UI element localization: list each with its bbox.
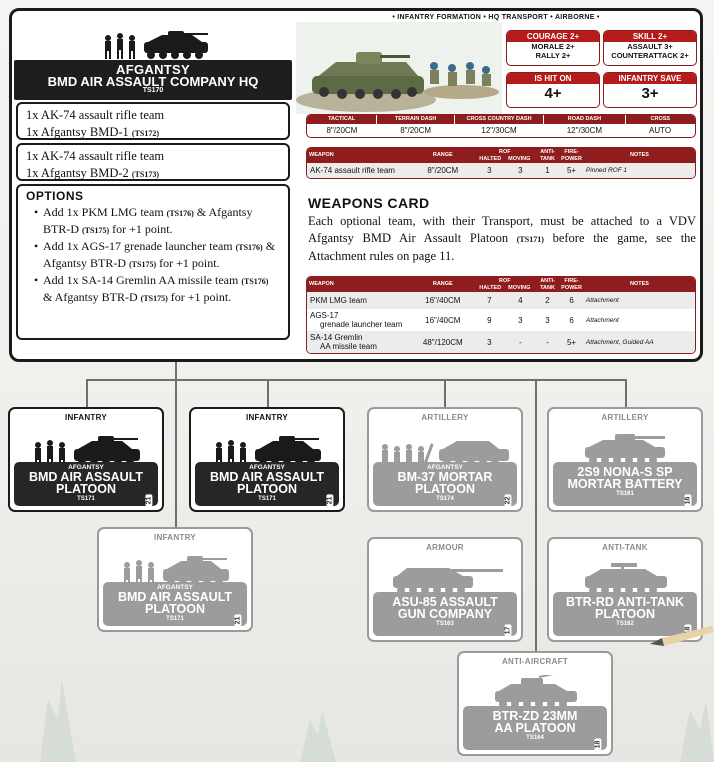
- options-box: [16, 184, 290, 340]
- unit-name-line: ASU-85 ASSAULT: [392, 595, 498, 609]
- weapon-rof-moving: 4: [505, 292, 536, 309]
- unit-type: ARTILLERY: [601, 413, 649, 422]
- connector-line: [175, 379, 177, 527]
- unit-code: TS171: [258, 496, 276, 502]
- weapon-name: SA-14 Gremlin AA missile team: [307, 331, 412, 353]
- team-line: 1x AK-74 assault rifle team: [26, 108, 165, 122]
- infantry-save-rating: [603, 72, 697, 108]
- is-hit-on-label: IS HIT ON: [507, 73, 599, 84]
- weapon-name: AK-74 assault rifle team: [307, 163, 412, 178]
- anti-aircraft-silhouette-icon: [491, 675, 583, 709]
- unit-type: ANTI-TANK: [602, 543, 648, 552]
- pencil-icon: [648, 624, 714, 650]
- page-number: 17: [504, 626, 512, 635]
- page-number: 21: [145, 496, 153, 505]
- movement-header: TACTICAL: [307, 115, 377, 124]
- movement-value: 12"/30CM: [566, 125, 603, 135]
- page-number: 16: [684, 496, 692, 505]
- weapon-rof-halted: 3: [474, 163, 505, 178]
- movement-value: 8"/20CM: [400, 125, 432, 135]
- is-hit-on-value: 4+: [544, 85, 562, 102]
- unit-code: TS164: [526, 735, 544, 741]
- anti-tank-silhouette-icon: [581, 561, 673, 595]
- weapons-table: [306, 147, 696, 179]
- unit-photo: [296, 22, 502, 114]
- movement-value: 12"/30CM: [481, 125, 517, 135]
- sp-mortar-silhouette-icon: [581, 431, 671, 465]
- connector-line: [175, 362, 177, 380]
- rally-value: RALLY 2+: [535, 51, 571, 60]
- weapon-range: 8"/20CM: [412, 163, 474, 178]
- formation-line: • INFANTRY FORMATION • HQ TRANSPORT • AIRBORNE •: [392, 14, 600, 21]
- unit-prefix: AFGANTSY: [249, 464, 285, 471]
- unit-plate: [14, 462, 158, 506]
- option-item: • Add 1x PKM LMG team (TS176) & Afgantsy BTR-D (TS175) for +1 point.: [34, 205, 253, 236]
- movement-value: 8"/20CM: [326, 125, 358, 135]
- weapon-anti-tank: 1: [536, 163, 559, 178]
- unit-type: INFANTRY: [245, 413, 289, 422]
- unit-name-line: BTR-ZD 23MM: [492, 709, 578, 723]
- unit-plate: [373, 592, 517, 636]
- page-number: 22: [504, 496, 512, 505]
- assault-value: ASSAULT 3+: [627, 42, 673, 51]
- weapon-header: WEAPON: [307, 277, 412, 292]
- team-line: 1x Afgantsy BMD-2 (TS173): [26, 166, 160, 180]
- movement-value: AUTO: [649, 125, 672, 135]
- connector-line: [625, 379, 627, 407]
- rof-header: ROF HALTED MOVING: [474, 148, 536, 163]
- unit-type: ARMOUR: [426, 543, 464, 552]
- unit-code: TS171: [77, 496, 95, 502]
- page-number: 21: [234, 616, 242, 625]
- anti-tank-header: ANTI-TANK: [536, 277, 559, 292]
- unit-card-anti-aircraft[interactable]: [457, 651, 613, 756]
- weapon-name: PKM LMG team: [307, 292, 412, 309]
- unit-name-line: PLATOON: [56, 482, 116, 496]
- unit-code: TS171: [166, 616, 184, 622]
- options-title: OPTIONS: [26, 189, 84, 203]
- infantry-save-value: 3+: [641, 85, 659, 102]
- unit-card-artillery-2[interactable]: [547, 407, 703, 512]
- firepower-header: FIRE-POWER: [561, 149, 582, 162]
- unit-type: ARTILLERY: [421, 413, 469, 422]
- unit-prefix: AFGANTSY: [427, 464, 463, 471]
- connector-line: [535, 515, 537, 517]
- unit-code: TS170: [142, 87, 164, 94]
- weapon-anti-tank: 3: [545, 315, 550, 325]
- unit-plate: [553, 462, 697, 506]
- connector-line: [444, 379, 446, 407]
- unit-plate: [373, 462, 517, 506]
- weapon-firepower: 6: [569, 315, 574, 325]
- counterattack-value: COUNTERATTACK 2+: [611, 51, 689, 60]
- unit-type: ANTI-AIRCRAFT: [501, 657, 569, 666]
- courage-label: COURAGE 2+: [507, 31, 599, 42]
- unit-code: TS162: [616, 621, 634, 627]
- team-box-2: [16, 143, 290, 181]
- unit-full-name: BMD AIR ASSAULT COMPANY HQ: [47, 74, 259, 89]
- weapon-rof-moving: 3: [505, 163, 536, 178]
- weapon-rof-halted: 7: [474, 292, 505, 309]
- unit-card-infantry-1[interactable]: [8, 407, 164, 512]
- unit-card-infantry-2[interactable]: [189, 407, 345, 512]
- unit-plate: [195, 462, 339, 506]
- option-item: • Add 1x AGS-17 grenade launcher team (TS176) & Afgantsy BTR-D (TS175) for +1 point.: [34, 239, 276, 270]
- rof-header: ROF HALTED MOVING: [474, 277, 536, 292]
- notes-header: NOTES: [584, 277, 695, 292]
- unit-name-line: BMD AIR ASSAULT: [117, 590, 233, 604]
- unit-card-armour[interactable]: [367, 537, 523, 642]
- unit-code: TS174: [436, 496, 454, 502]
- weapon-rof-moving: 3: [518, 315, 523, 325]
- skill-label: SKILL 2+: [604, 31, 696, 42]
- unit-code: TS161: [616, 491, 634, 497]
- unit-name-line: BMD AIR ASSAULT: [28, 470, 144, 484]
- weapon-firepower: 5+: [559, 163, 584, 178]
- unit-name-line: PLATOON: [237, 482, 297, 496]
- courage-rating: [506, 30, 600, 66]
- range-header: RANGE: [412, 148, 474, 163]
- movement-header: TERRAIN DASH: [377, 115, 455, 124]
- unit-plate: [463, 706, 607, 750]
- unit-name-line: BM-37 MORTAR: [397, 470, 493, 484]
- connector-line: [86, 379, 626, 381]
- unit-plate: [103, 582, 247, 626]
- unit-card-infantry-3[interactable]: [97, 527, 253, 632]
- hq-silhouette-icon: [96, 28, 216, 60]
- page-number: 21: [326, 496, 334, 505]
- page-number: 18: [594, 740, 602, 749]
- movement-header: CROSS: [625, 115, 695, 124]
- weapon-anti-tank: 2: [536, 292, 559, 309]
- weapon-name: AGS-17 grenade launcher team: [310, 311, 403, 329]
- movement-header: CROSS COUNTRY DASH: [454, 115, 543, 124]
- unit-name-line: MORTAR BATTERY: [567, 477, 683, 491]
- option-item: • Add 1x SA-14 Gremlin AA missile team (TS176) & Afgantsy BTR-D (TS175) for +1 point.: [34, 273, 269, 304]
- unit-title-box: [14, 60, 292, 100]
- unit-name-line: BTR-RD ANTI-TANK: [565, 595, 685, 609]
- weapon-notes: Pinned ROF 1: [584, 163, 695, 178]
- unit-prefix: AFGANTSY: [68, 464, 104, 471]
- unit-card-artillery-1[interactable]: [367, 407, 523, 512]
- unit-name-line: 2S9 NONA-S SP: [577, 465, 673, 479]
- unit-type: INFANTRY: [153, 533, 197, 542]
- weapon-firepower: 5+: [559, 331, 584, 353]
- unit-prefix: AFGANTSY: [157, 584, 193, 591]
- team-line: 1x Afgantsy BMD-1 (TS172): [26, 125, 160, 139]
- movement-table: [306, 114, 696, 138]
- unit-code: TS163: [436, 621, 454, 627]
- unit-name: AFGANTSY: [116, 62, 190, 77]
- team-box-1: [16, 102, 290, 140]
- unit-name-line: PLATOON: [145, 602, 205, 616]
- weapon-notes: Attachment: [585, 316, 619, 324]
- connector-line: [86, 379, 88, 407]
- unit-type: INFANTRY: [64, 413, 108, 422]
- weapon-rof-halted: 3: [474, 331, 505, 353]
- weapon-range: 16"/40CM: [425, 315, 461, 325]
- weapon-header: WEAPON: [307, 148, 412, 163]
- weapon-rof-moving: -: [505, 331, 536, 353]
- unit-name-line: PLATOON: [595, 607, 655, 621]
- firepower-header: FIRE-POWER: [561, 278, 582, 291]
- weapon-rof-halted: 9: [487, 315, 492, 325]
- weapon-firepower: 6: [559, 292, 584, 309]
- anti-tank-header: ANTI-TANK: [536, 148, 559, 163]
- assault-gun-silhouette-icon: [387, 561, 507, 595]
- optional-weapons-table: [306, 276, 696, 354]
- infantry-save-label: INFANTRY SAVE: [604, 73, 696, 84]
- movement-header: ROAD DASH: [544, 115, 625, 124]
- unit-name-line: BMD AIR ASSAULT: [209, 470, 325, 484]
- weapon-notes: Attachment, Guided AA: [584, 331, 695, 353]
- unit-name-line: AA PLATOON: [494, 721, 576, 735]
- unit-name-line: GUN COMPANY: [397, 607, 493, 621]
- is-hit-on-rating: [506, 72, 600, 108]
- page-number: 18: [684, 626, 692, 635]
- notes-header: NOTES: [584, 148, 695, 163]
- morale-value: MORALE 2+: [531, 42, 575, 51]
- team-line: 1x AK-74 assault rifle team: [26, 149, 165, 163]
- unit-name-line: PLATOON: [415, 482, 475, 496]
- connector-line: [267, 379, 269, 407]
- weapon-range: 48"/120CM: [412, 331, 474, 353]
- weapons-card-text: Each optional team, with their Transport, must be attached to a VDV Afgantsy BMD Air Assault Platoon (TS171) before the game, see the Attachment rules on page 11.: [308, 214, 696, 263]
- weapon-range: 16"/40CM: [412, 292, 474, 309]
- weapon-notes: Attachment: [584, 292, 695, 309]
- weapons-card-title: WEAPONS CARD: [308, 195, 430, 211]
- weapon-anti-tank: -: [536, 331, 559, 353]
- skill-rating: [603, 30, 697, 66]
- range-header: RANGE: [412, 277, 474, 292]
